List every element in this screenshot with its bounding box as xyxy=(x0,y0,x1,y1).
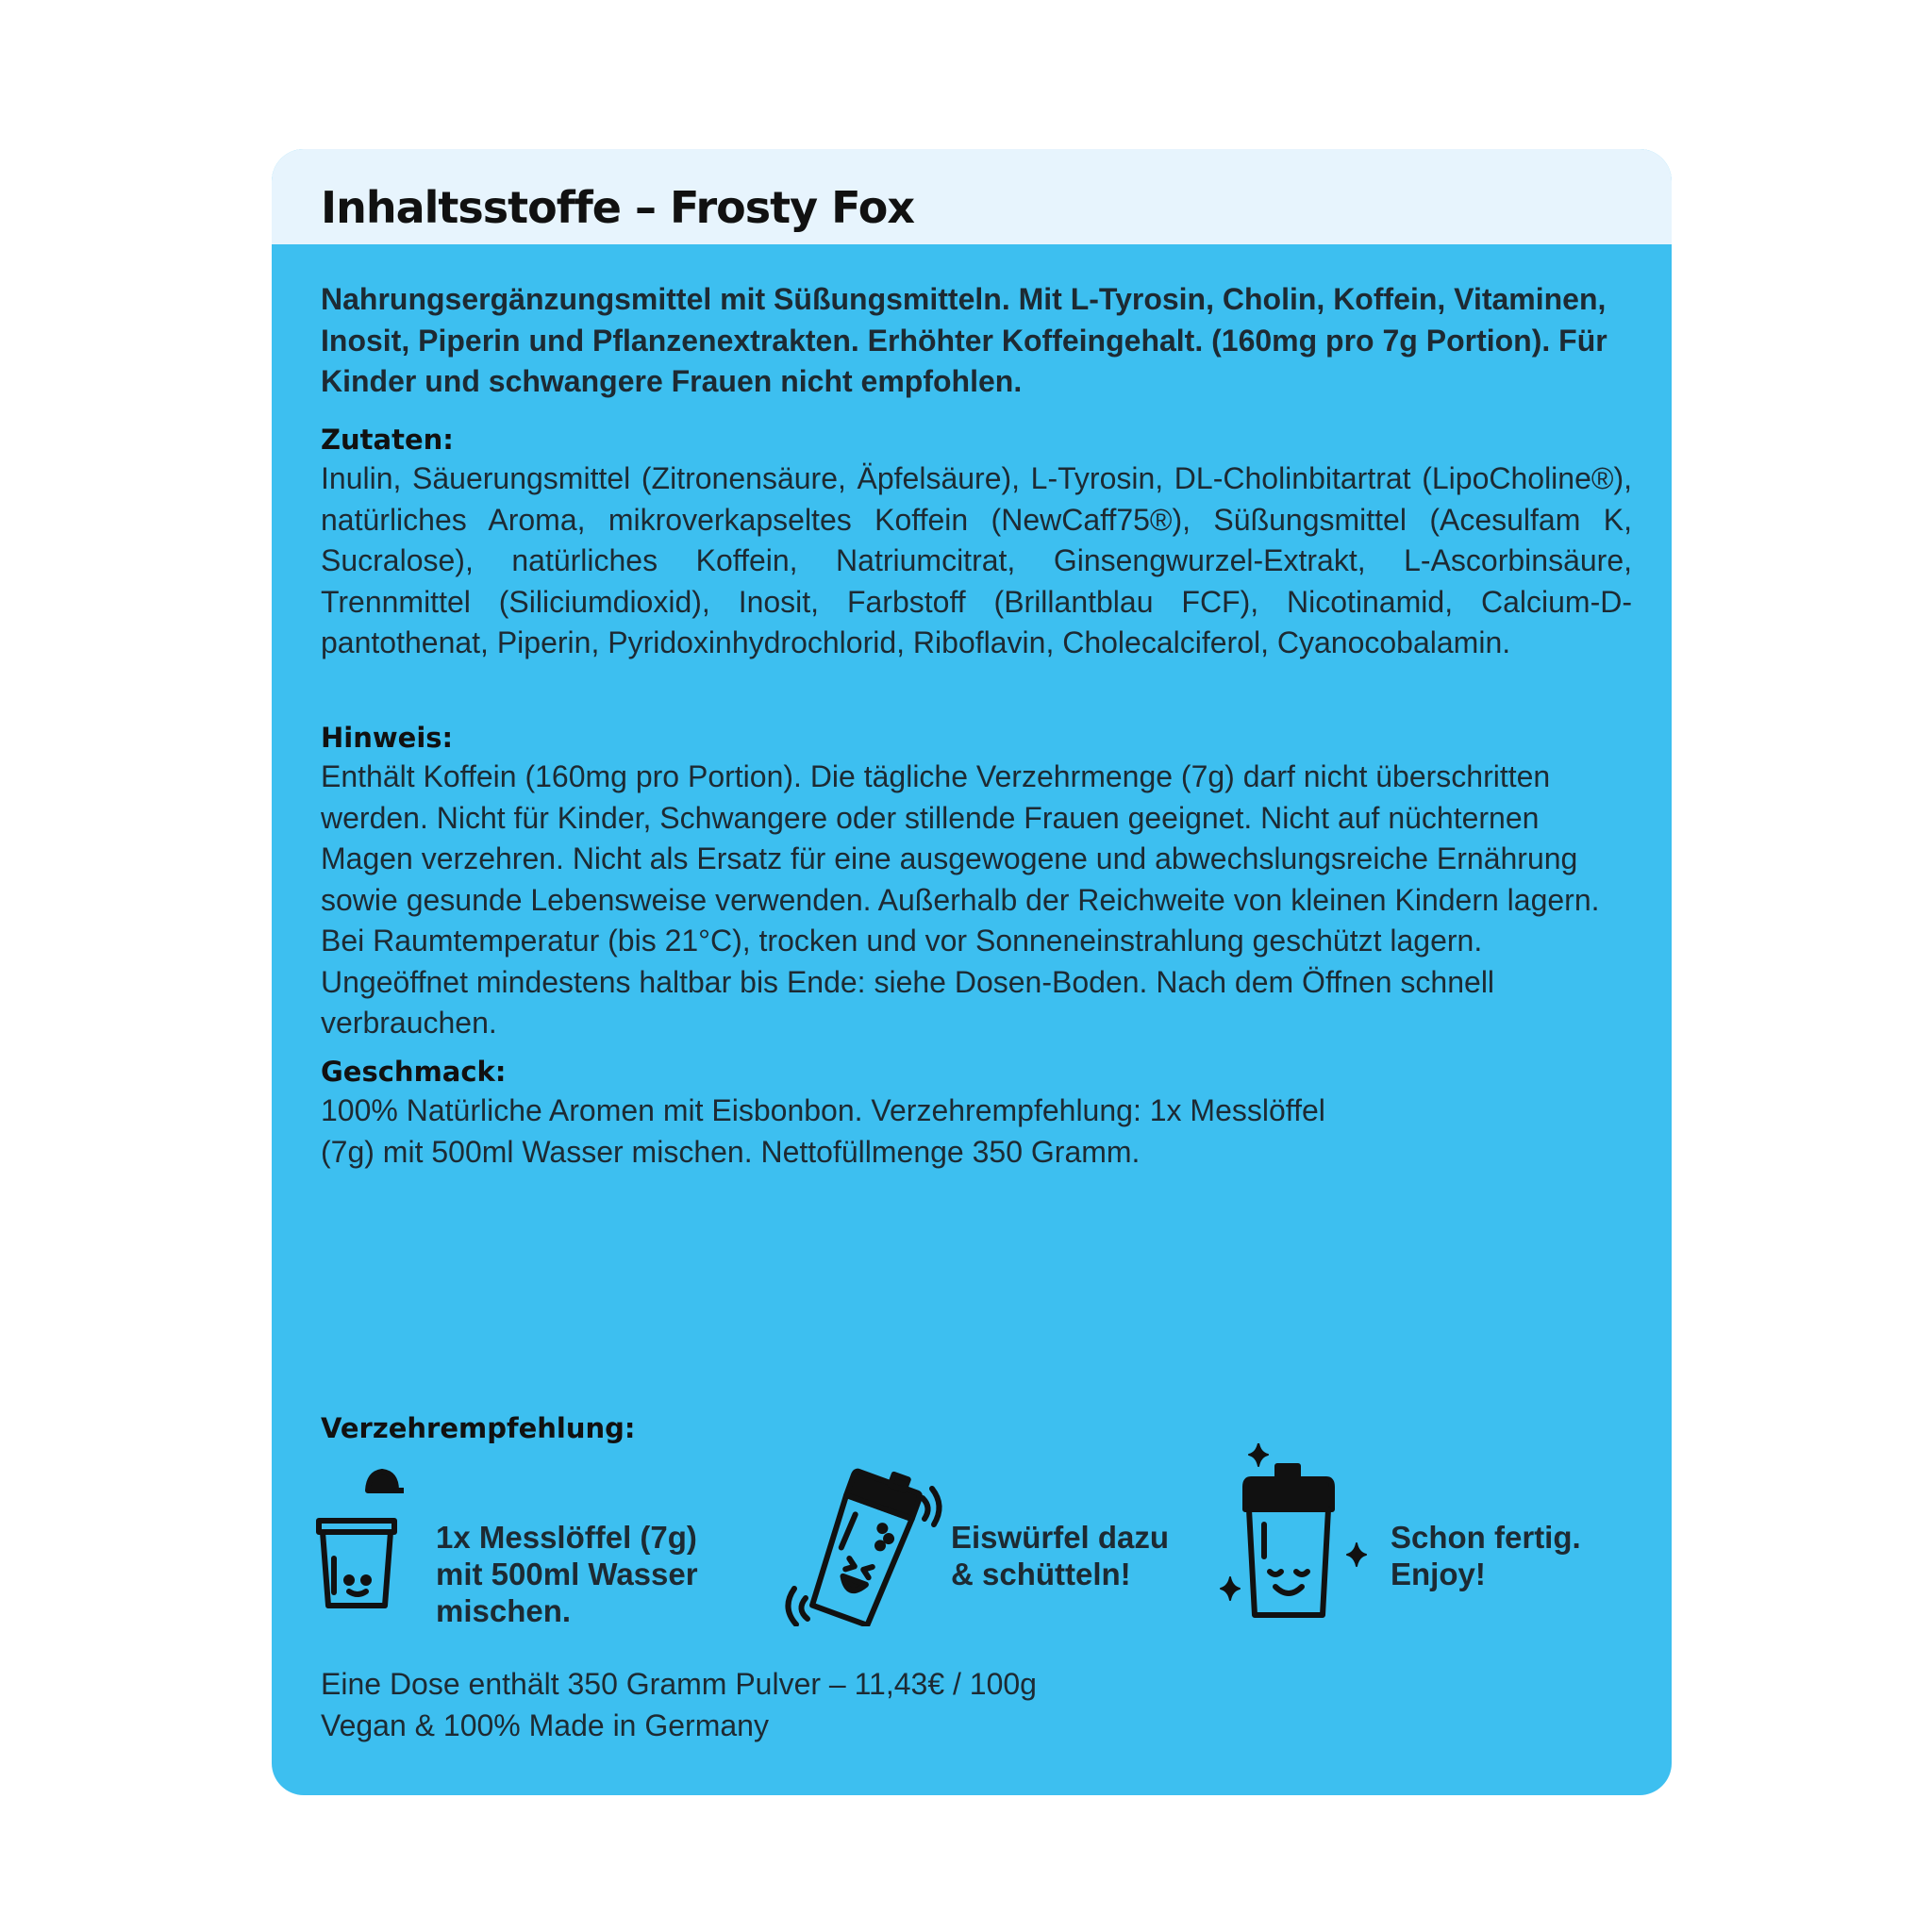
package-info xyxy=(321,1663,1037,1746)
ingredients-heading: Zutaten: xyxy=(321,424,454,456)
step-3-line-1: Schon fertig. xyxy=(1391,1520,1581,1555)
notice-heading: Hinweis: xyxy=(321,722,454,754)
ingredients-text: Inulin, Säuerungsmittel (Zitronensäure, Äpfelsäure), L-Tyrosin, DL-Cholinbitartrat (LipoCholine®), natürliches Aroma, mikroverkapseltes Koffein (NewCaff75®), Süßungsmittel (Acesulfam K, Sucralose), natürliches Koffein, Natriumcitrat, Ginsengwurzel-Extrakt, L-Ascorbinsäure, Trennmittel (Siliciumdioxid), Inosit, Farbstoff (Brillantblau FCF), Nicotinamid, Calcium-D-pantothenat, Piperin, Pyridoxinhydrochlorid, Riboflavin, Cholecalciferol, Cyanocobalamin. xyxy=(321,461,1632,659)
step-3-line-2: Enjoy! xyxy=(1391,1557,1486,1591)
step-1-text xyxy=(436,1519,698,1629)
cup-with-scoop-icon xyxy=(309,1466,404,1609)
flavor-text: 100% Natürliche Aromen mit Eisbonbon. Verzehrempfehlung: 1x Messlöffel (7g) mit 500ml Wasser mischen. Nettofüllmenge 350 Gramm. xyxy=(321,1093,1325,1169)
recommendation-heading: Verzehrempfehlung: xyxy=(321,1412,636,1444)
product-description: Nahrungsergänzungsmittel mit Süßungsmitteln. Mit L-Tyrosin, Cholin, Koffein, Vitaminen, Inosit, Piperin und Pflanzenextrakten. Erhöhter Koffeingehalt. (160mg pro 7g Portion). Für Kinder und schwangere Frauen nicht empfohlen. xyxy=(321,282,1607,398)
page-title: Inhaltsstoffe – Frosty Fox xyxy=(321,182,914,233)
step-1-line-2: mit 500ml Wasser xyxy=(436,1557,698,1591)
flavor-heading: Geschmack: xyxy=(321,1056,507,1088)
notice-text: Enthält Koffein (160mg pro Portion). Die tägliche Verzehrmenge (7g) darf nicht überschritten werden. Nicht für Kinder, Schwangere oder stillende Frauen geeignet. Nicht auf nüchternen Magen verzehren. Nicht als Ersatz für eine ausgewogene und abwechslungsreiche Ernährung sowie gesunde Lebensweise verwenden. Außerhalb der Reichweite von kleinen Kindern lagern. Bei Raumtemperatur (bis 21°C), trocken und vor Sonneneinstrahlung geschützt lagern. Ungeöffnet mindestens haltbar bis Ende: siehe Dosen-Boden. Nach dem Öffnen schnell verbrauchen. xyxy=(321,759,1600,1040)
step-2-line-2: & schütteln! xyxy=(951,1557,1131,1591)
package-info-line-2: Vegan & 100% Made in Germany xyxy=(321,1708,769,1742)
shaking-shaker-icon xyxy=(774,1466,953,1626)
package-info-line-1: Eine Dose enthält 350 Gramm Pulver – 11,43€ / 100g xyxy=(321,1667,1037,1701)
sparkling-shaker-icon xyxy=(1217,1443,1368,1619)
step-3-text xyxy=(1391,1519,1581,1592)
panel-header xyxy=(272,149,1672,244)
step-1-line-1: 1x Messlöffel (7g) xyxy=(436,1520,697,1555)
step-1-line-3: mischen. xyxy=(436,1593,572,1628)
step-2-line-1: Eiswürfel dazu xyxy=(951,1520,1170,1555)
step-2-text xyxy=(951,1519,1169,1592)
ingredients-panel xyxy=(272,149,1672,1795)
